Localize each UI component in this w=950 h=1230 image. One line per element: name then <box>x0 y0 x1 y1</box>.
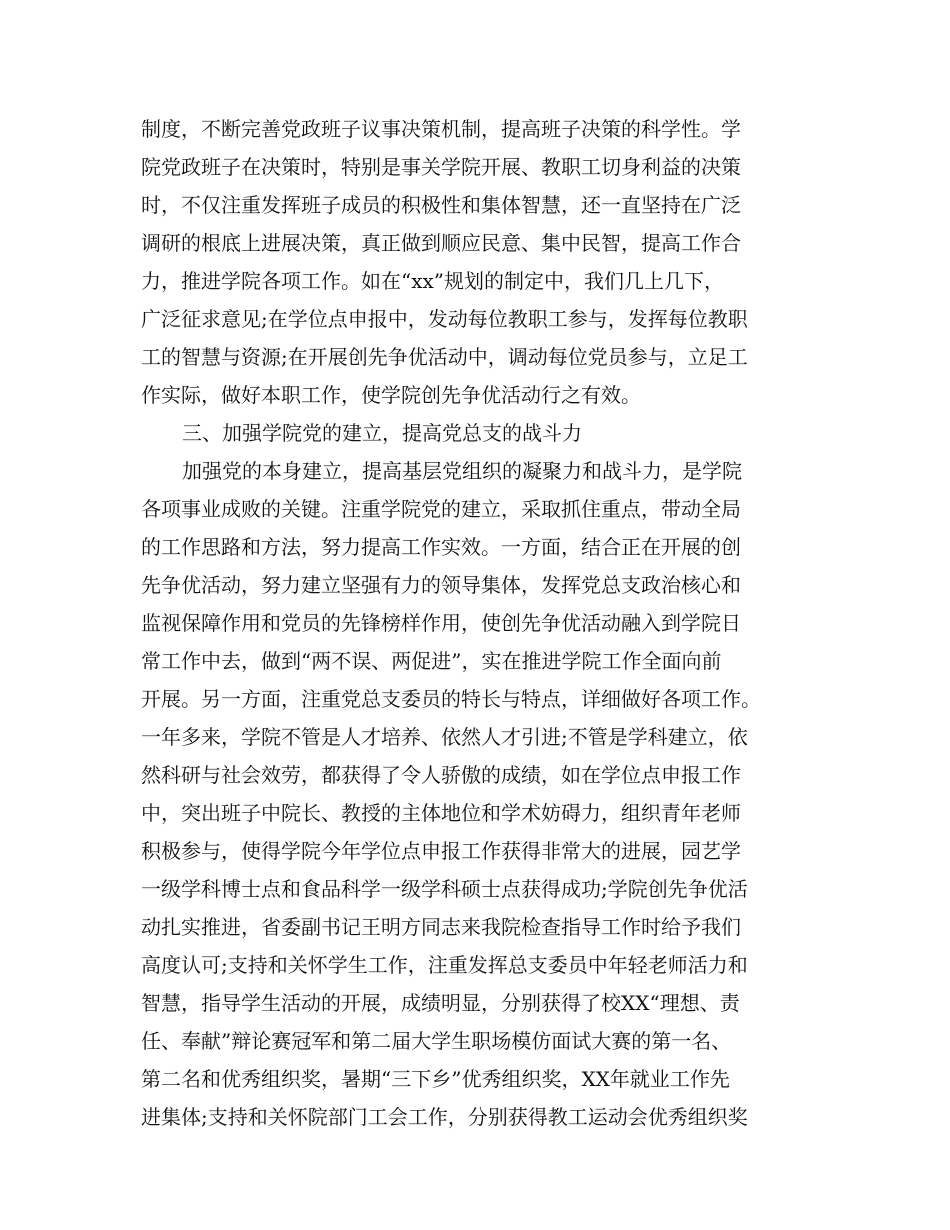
text-line: 监视保障作用和党员的先锋榜样作用，使创先争优活动融入到学院日 <box>141 611 741 635</box>
text-line: 的工作思路和方法，努力提高工作实效。一方面，结合正在开展的创 <box>141 535 741 559</box>
text-line: 作实际，做好本职工作，使学院创先争优活动行之有效。 <box>141 383 641 407</box>
text-line: 各项事业成败的关键。注重学院党的建立，采取抓住重点，带动全局 <box>141 497 741 521</box>
text-line: 工的智慧与资源;在开展创先争优活动中，调动每位党员参与，立足工 <box>141 345 748 369</box>
text-line: 动扎实推进，省委副书记王明方同志来我院检查指导工作时给予我们 <box>141 915 741 939</box>
text-line: 力，推进学院各项工作。如在“xx”规划的制定中，我们几上几下， <box>141 269 725 293</box>
text-line: 时，不仅注重发挥班子成员的积极性和集体智慧，还一直坚持在广泛 <box>141 193 741 217</box>
text-line: 第二名和优秀组织奖，暑期“三下乡”优秀组织奖，XX年就业工作先 <box>141 1067 730 1091</box>
section-heading: 三、加强学院党的建立，提高党总支的战斗力 <box>182 421 582 445</box>
text-line: 先争优活动，努力建立坚强有力的领导集体，发挥党总支政治核心和 <box>141 573 741 597</box>
text-line: 广泛征求意见;在学位点申报中，发动每位教职工参与，发挥每位教职 <box>141 307 748 331</box>
text-line: 开展。另一方面，注重党总支委员的特长与特点，详细做好各项工作。 <box>141 687 761 711</box>
text-line: 高度认可;支持和关怀学生工作，注重发挥总支委员中年轻老师活力和 <box>141 953 748 977</box>
text-line: 进集体;支持和关怀院部门工会工作，分别获得教工运动会优秀组织奖 <box>141 1105 748 1129</box>
text-line: 调研的根底上进展决策，真正做到顺应民意、集中民智，提高工作合 <box>141 231 741 255</box>
text-line: 中，突出班子中院长、教授的主体地位和学术妨碍力，组织青年老师 <box>141 801 741 825</box>
text-line: 一级学科博士点和食品科学一级学科硕士点获得成功;学院创先争优活 <box>141 877 748 901</box>
text-line: 院党政班子在决策时，特别是事关学院开展、教职工切身利益的决策 <box>141 155 741 179</box>
text-line: 一年多来，学院不管是人才培养、依然人才引进;不管是学科建立，依 <box>141 725 748 749</box>
text-line: 智慧，指导学生活动的开展，成绩明显，分别获得了校XX“理想、责 <box>141 991 740 1015</box>
text-line: 然科研与社会效劳，都获得了令人骄傲的成绩，如在学位点申报工作 <box>141 763 741 787</box>
paragraph-start-line: 加强党的本身建立，提高基层党组织的凝聚力和战斗力，是学院 <box>182 459 742 483</box>
text-line: 常工作中去，做到“两不误、两促进”，实在推进学院工作全面向前 <box>141 649 722 673</box>
text-line: 制度，不断完善党政班子议事决策机制，提高班子决策的科学性。学 <box>141 117 741 141</box>
text-line: 任、奉献”辩论赛冠军和第二届大学生职场模仿面试大赛的第一名、 <box>141 1029 732 1053</box>
text-line: 积极参与，使得学院今年学位点申报工作获得非常大的进展，园艺学 <box>141 839 741 863</box>
